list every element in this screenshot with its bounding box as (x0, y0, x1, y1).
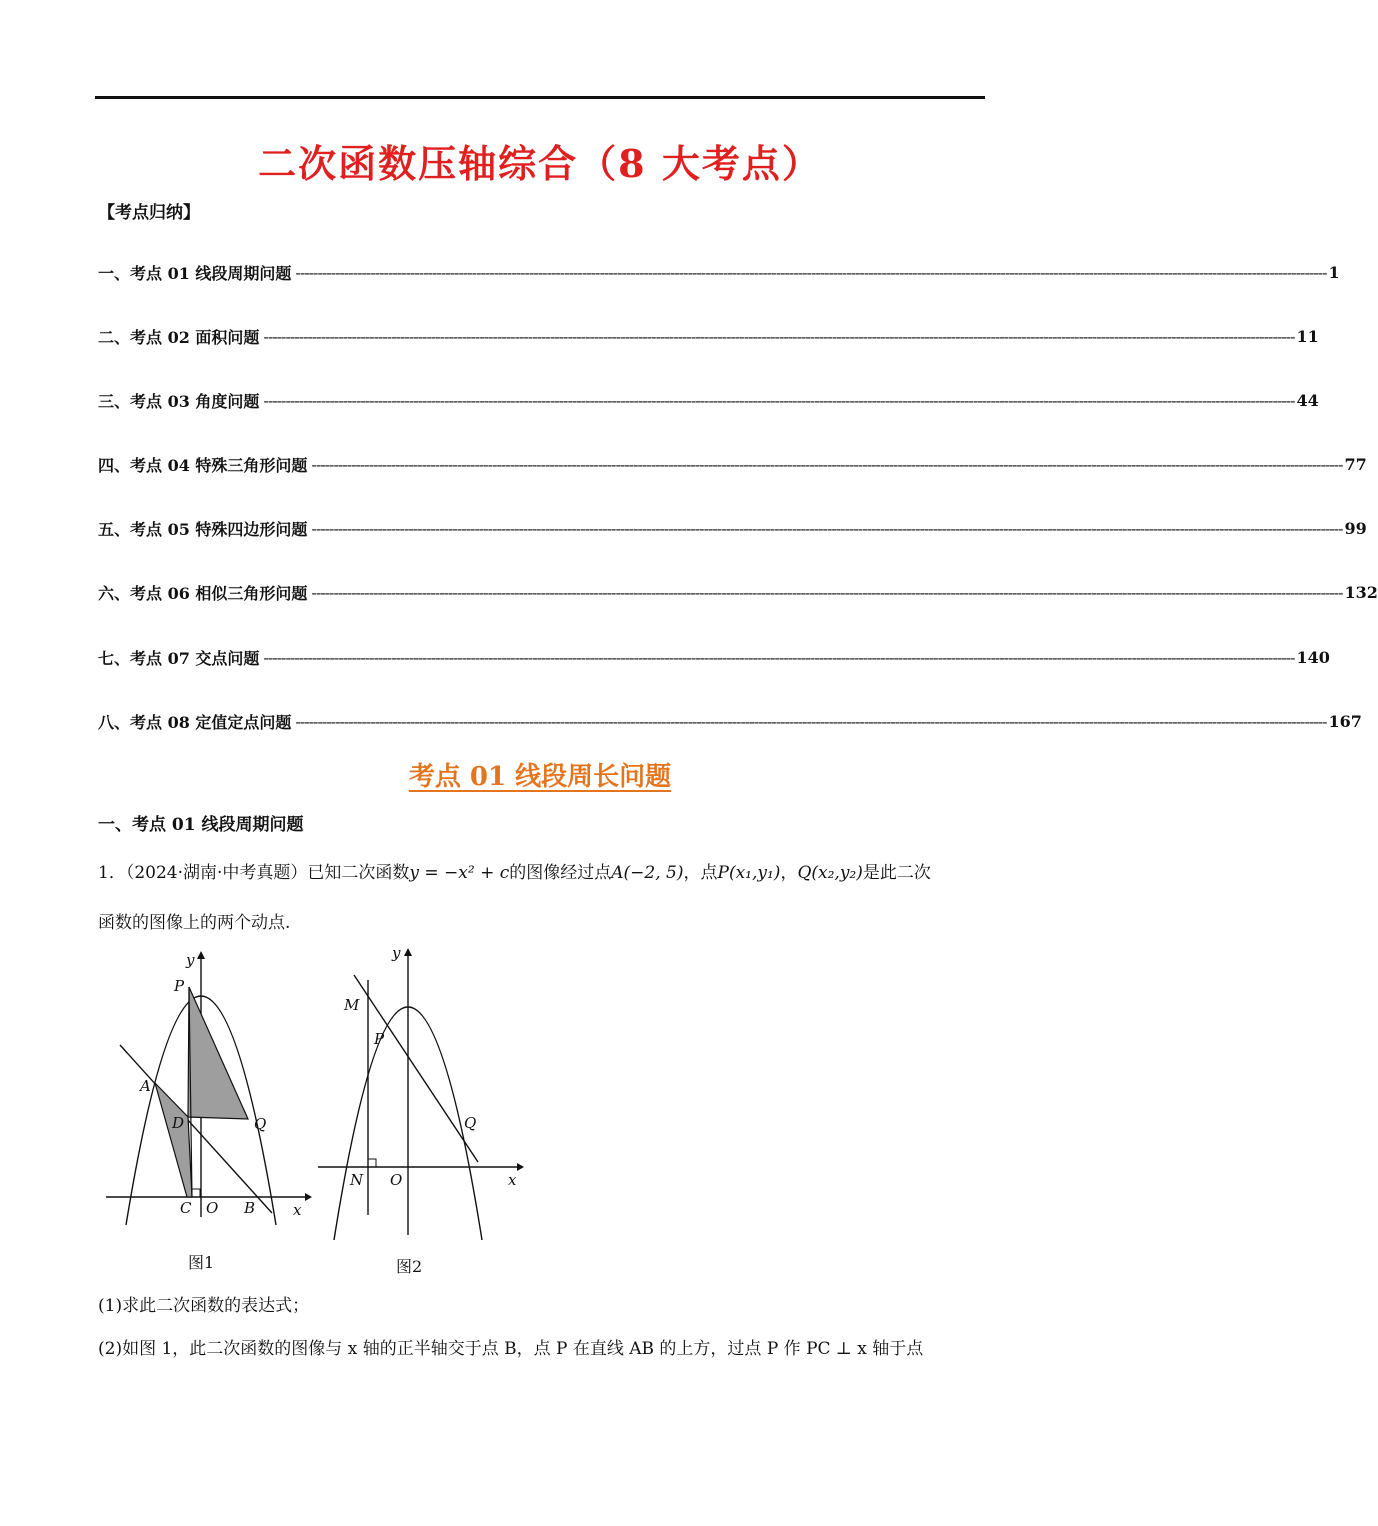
toc-heading: 【考点归纳】 (98, 203, 200, 223)
page-title: 二次函数压轴综合（8 大考点） (258, 141, 822, 186)
toc-entry-page: 99 (1344, 518, 1367, 538)
toc-entry-3[interactable] (98, 387, 1319, 413)
fig2-label-p: P (374, 1030, 385, 1048)
toc-leader: ------------------------------------------------------------------------------------------------------------------------------------------------------------------------------------------------------------------------------------------ (263, 390, 1295, 410)
fig2-label-o: O (390, 1171, 403, 1189)
toc-leader: ------------------------------------------------------------------------------------------------------------------------------------------------------------------------------------------------------------------------------------------ (295, 711, 1327, 731)
section-title (0, 756, 1080, 793)
right-angle-mark (368, 1159, 376, 1167)
question-line-2: 函数的图像上的两个动点. (98, 913, 291, 933)
fig2-label-q: Q (464, 1114, 477, 1132)
question-mid2: ，点 (683, 863, 718, 883)
section-title-text: 考点 01 线段周长问题 (408, 762, 672, 792)
fig2-label-n: N (350, 1171, 364, 1189)
toc-entry-page: 167 (1328, 711, 1362, 731)
triangle-adc (155, 1083, 192, 1197)
toc-entry-label: 三、考点 03 角度问题 (98, 391, 260, 411)
fig1-label-d: D (172, 1114, 185, 1132)
part-1: (1)求此二次函数的表达式； (98, 1296, 310, 1316)
fig1-label-x: x (293, 1201, 302, 1219)
toc-entry-page: 11 (1296, 326, 1319, 346)
right-angle-mark (192, 1189, 200, 1197)
fig1-label-p: P (174, 977, 185, 995)
question-expr: y = −x² + c (409, 863, 510, 883)
toc-leader: ------------------------------------------------------------------------------------------------------------------------------------------------------------------------------------------------------------------------------------------ (311, 518, 1343, 538)
question-point-q: Q(x₂,y₂) (797, 863, 863, 883)
fig2-label-y: y (392, 944, 401, 962)
toc-entry-page: 77 (1344, 454, 1367, 474)
toc-entry-2[interactable] (98, 323, 1319, 349)
toc-entry-label: 一、考点 01 线段周期问题 (98, 263, 292, 283)
toc-entry-label: 二、考点 02 面积问题 (98, 327, 260, 347)
toc-entry-7[interactable] (98, 644, 1330, 670)
y-axis-arrow (197, 951, 205, 959)
fig2-label-x: x (508, 1171, 517, 1189)
question-intro: 1．（2024·湖南·中考真题）已知二次函数 (98, 863, 410, 883)
fig1-label-b: B (244, 1199, 256, 1217)
question-point-a: A(−2, 5) (611, 863, 684, 883)
question-sep: ， (780, 863, 798, 883)
x-axis-arrow (517, 1163, 524, 1171)
question-mid: 的图像经过点 (509, 863, 612, 883)
figure-1 (100, 945, 320, 1230)
toc-entry-label: 八、考点 08 定值定点问题 (98, 712, 292, 732)
toc-entry-6[interactable] (98, 579, 1378, 605)
toc-entry-page: 1 (1328, 262, 1340, 282)
figure-2-caption: 图2 (396, 1257, 423, 1276)
question-line-1 (98, 858, 931, 883)
figure-1-caption: 图1 (188, 1253, 215, 1272)
top-rule (95, 96, 985, 99)
fig1-label-q: Q (254, 1115, 267, 1133)
y-axis-arrow (404, 948, 412, 956)
fig1-label-c: C (180, 1199, 192, 1217)
toc-leader: ------------------------------------------------------------------------------------------------------------------------------------------------------------------------------------------------------------------------------------------ (263, 326, 1295, 346)
toc-entry-4[interactable] (98, 451, 1367, 477)
toc-entry-label: 六、考点 06 相似三角形问题 (98, 583, 308, 603)
x-axis-arrow (305, 1193, 312, 1201)
fig1-label-y: y (186, 951, 195, 969)
question-point-p: P(x₁,y₁) (717, 863, 781, 883)
toc-entry-page: 132 (1344, 582, 1378, 602)
toc-leader: ------------------------------------------------------------------------------------------------------------------------------------------------------------------------------------------------------------------------------------------ (295, 262, 1327, 282)
toc-leader: ------------------------------------------------------------------------------------------------------------------------------------------------------------------------------------------------------------------------------------------ (311, 582, 1343, 602)
part-2: (2)如图 1，此二次函数的图像与 x 轴的正半轴交于点 B，点 P 在直线 AB 的上方，过点 P 作 PC ⊥ x 轴于点 (98, 1339, 924, 1359)
sub-heading: 一、考点 01 线段周期问题 (98, 815, 304, 835)
question-end: 是此二次 (862, 863, 931, 883)
toc-entry-1[interactable] (98, 259, 1340, 285)
toc-entry-5[interactable] (98, 515, 1367, 541)
toc-entry-page: 44 (1296, 390, 1319, 410)
toc-leader: ------------------------------------------------------------------------------------------------------------------------------------------------------------------------------------------------------------------------------------------ (311, 454, 1343, 474)
toc-entry-page: 140 (1296, 647, 1330, 667)
toc-entry-label: 七、考点 07 交点问题 (98, 648, 260, 668)
toc-entry-8[interactable] (98, 708, 1362, 734)
fig1-label-o: O (206, 1199, 219, 1217)
line-pq (354, 975, 478, 1162)
toc-leader: ------------------------------------------------------------------------------------------------------------------------------------------------------------------------------------------------------------------------------------------ (263, 647, 1295, 667)
fig2-label-m: M (344, 996, 360, 1014)
toc-entry-label: 四、考点 04 特殊三角形问题 (98, 455, 308, 475)
figure-2 (312, 940, 532, 1240)
toc-entry-label: 五、考点 05 特殊四边形问题 (98, 519, 308, 539)
fig1-label-a: A (140, 1077, 151, 1095)
